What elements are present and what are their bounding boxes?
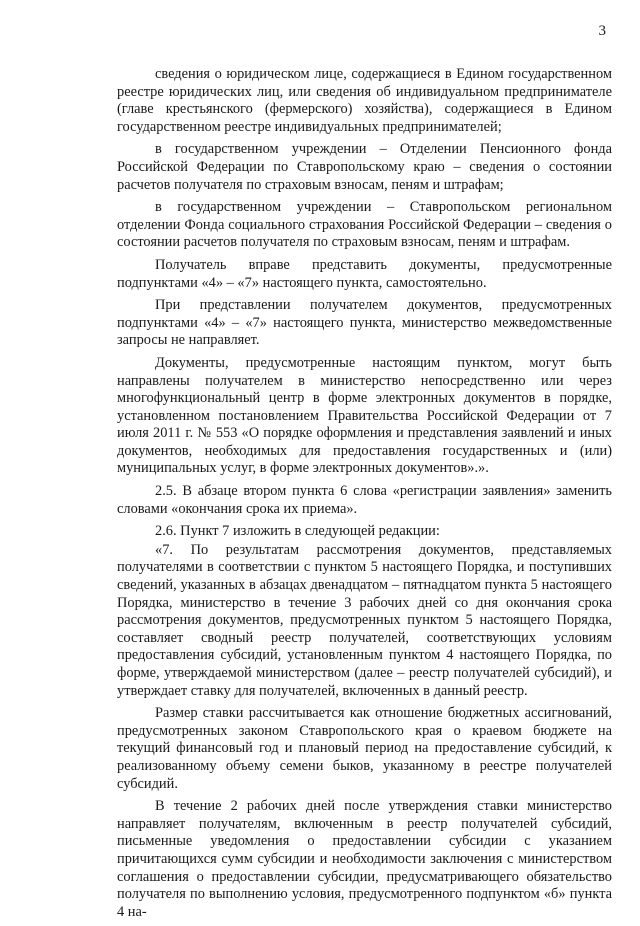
page-number: 3 — [598, 23, 606, 39]
paragraph: В течение 2 рабочих дней после утверждения ставки министерство направляет получателям, включенным в реестр получателей субсидий, письменные уведомления о предоставлении субсидии с указанием причитающихся сумм субсидии и необходимости заключения с министерством соглашения о предоставлении субсидии, предусматривающего обязательство получателя по выполнению условия, предусмотренного подпунктом «б» пункта 4 на- — [117, 798, 612, 920]
paragraph: Документы, предусмотренные настоящим пунктом, могут быть направлены получателем в министерство непосредственно или через многофункциональный центр в форме электронных документов в порядке, установленном постановлением Правительства Российской Федерации от 7 июля 2011 г. № 553 «О порядке оформления и представления заявлений и иных документов, необходимых для предоставления государственных и (или) муниципальных услуг, в форме электронных документов».». — [117, 354, 612, 477]
paragraph: «7. По результатам рассмотрения документов, представляемых получателями в соответствии с пунктом 5 настоящего Порядка, и поступивших сведений, указанных в абзацах двенадцатом – пятнадцатом пункта 5 настоящего Порядка, министерство в течение 3 рабочих дней со дня окончания срока рассмотрения документов, предусмотренных пунктом 5 настоящего Порядка, составляет сводный реестр получателей, соответствующих условиям предоставления субсидий, установленным пунктом 4 настоящего Порядка, по форме, утверждаемой министерством (далее – реестр получателей субсидий), и утверждает ставку для получателей, включенных в данный реестр. — [117, 541, 612, 699]
paragraph: При представлении получателем документов, предусмотренных подпунктами «4» – «7» настоящего пункта, министерство межведомственные запросы не направляет. — [117, 297, 612, 349]
paragraph: в государственном учреждении – Ставропольском региональном отделении Фонда социального страхования Российской Федерации – сведения о состоянии расчетов получателя по страховым взносам, пеням и штрафам. — [117, 199, 612, 251]
paragraph: сведения о юридическом лице, содержащиеся в Едином государственном реестре юридических лиц, или сведения об индивидуальном предпринимателе (главе крестьянского (фермерского) хозяйства), содержащиеся в Едином государственном реестре индивидуальных предпринимателей; — [117, 66, 612, 135]
paragraph: Получатель вправе представить документы, предусмотренные подпунктами «4» – «7» настоящего пункта, самостоятельно. — [117, 256, 612, 291]
paragraph: Размер ставки рассчитывается как отношение бюджетных ассигнований, предусмотренных законом Ставропольского края о краевом бюджете на текущий финансовый год и плановый период на предоставление субсидий, к реализованному объему семени быков, указанному в реестре получателей субсидий. — [117, 705, 612, 792]
document-body — [117, 66, 612, 926]
paragraph: в государственном учреждении – Отделении Пенсионного фонда Российской Федерации по Ставропольскому краю – сведения о состоянии расчетов получателя по страховым взносам, пеням и штрафам; — [117, 141, 612, 193]
paragraph: 2.6. Пункт 7 изложить в следующей редакции: — [155, 523, 440, 540]
paragraph: 2.5. В абзаце втором пункта 6 слова «регистрации заявления» заменить словами «окончания срока их приема». — [117, 483, 612, 517]
